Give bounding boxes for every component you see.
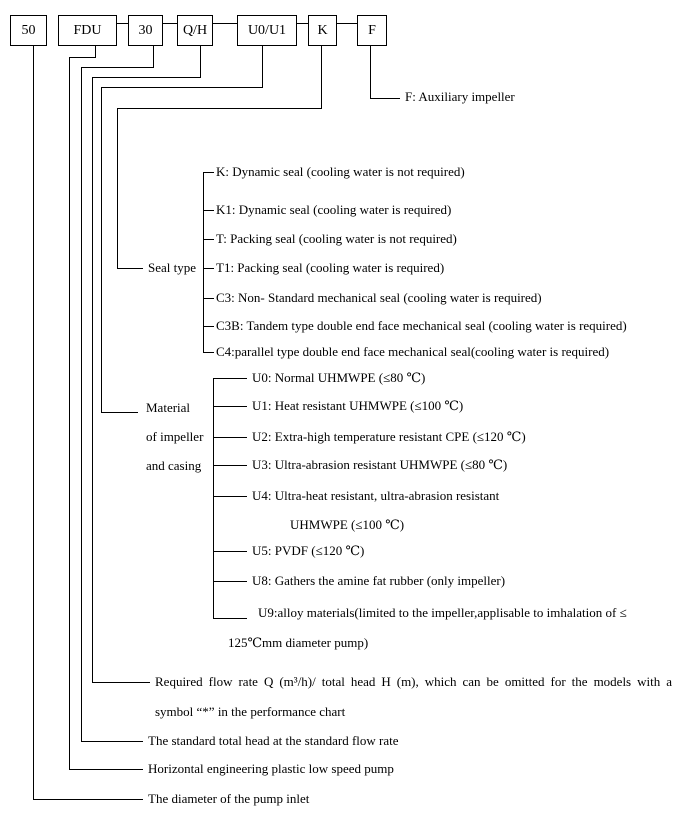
material-label-line1: Material	[146, 400, 191, 415]
material-item-u9-line2: 125℃mm diameter pump)	[228, 635, 369, 650]
seal-item-k: K: Dynamic seal (cooling water is not required)	[216, 164, 465, 179]
note-standard-head: The standard total head at the standard flow rate	[148, 733, 399, 748]
code-box-inlet-diameter: 50	[10, 15, 47, 46]
seal-bracket	[204, 173, 215, 353]
material-item-u4-line2: UHMWPE (≤100 ℃)	[290, 517, 405, 532]
material-label-line2: of impeller	[146, 429, 204, 444]
material-item-u8: U8: Gathers the amine fat rubber (only impeller)	[252, 573, 506, 588]
material-item-u3: U3: Ultra-abrasion resistant UHMWPE (≤80 ℃)	[252, 457, 508, 472]
note-inlet-diameter: The diameter of the pump inlet	[148, 791, 310, 806]
line-auxiliary-impeller	[371, 46, 401, 99]
material-item-u2: U2: Extra-high temperature resistant CPE (≤120 ℃)	[252, 429, 526, 444]
material-label-line3: and casing	[146, 458, 202, 473]
note-flow-head-line1: Required flow rate Q (m³/h)/ total head H (m), which can be omitted for the models with a	[155, 674, 672, 689]
line-inlet-diameter	[34, 46, 144, 800]
line-flow-head	[93, 46, 204, 683]
line-pump-type	[70, 46, 144, 770]
material-item-u0: U0: Normal UHMWPE (≤80 ℃)	[252, 370, 426, 385]
seal-type-label: Seal type	[148, 260, 197, 275]
seal-item-t: T: Packing seal (cooling water is not required)	[216, 231, 457, 246]
material-bracket	[214, 379, 248, 619]
note-pump-type: Horizontal engineering plastic low speed pump	[148, 761, 394, 776]
code-box-flow-head: Q/H	[177, 15, 213, 46]
material-item-u4: U4: Ultra-heat resistant, ultra-abrasion resistant	[252, 488, 500, 503]
seal-item-c3b: C3B: Tandem type double end face mechanical seal (cooling water is required)	[216, 318, 627, 333]
seal-item-k1: K1: Dynamic seal (cooling water is required)	[216, 202, 452, 217]
code-box-series: FDU	[58, 15, 117, 46]
code-box-seal: K	[308, 15, 337, 46]
seal-item-c4: C4:parallel type double end face mechanical seal(cooling water is required)	[216, 344, 610, 359]
note-flow-head-line2: symbol “*” in the performance chart	[155, 704, 346, 719]
code-box-material: U0/U1	[237, 15, 297, 46]
seal-item-t1: T1: Packing seal (cooling water is required)	[216, 260, 445, 275]
code-box-aux-impeller: F	[357, 15, 387, 46]
note-auxiliary-impeller: F: Auxiliary impeller	[405, 89, 515, 104]
material-item-u5: U5: PVDF (≤120 ℃)	[252, 543, 365, 558]
code-box-head: 30	[128, 15, 163, 46]
seal-item-c3: C3: Non- Standard mechanical seal (cooling water is required)	[216, 290, 542, 305]
material-item-u1: U1: Heat resistant UHMWPE (≤100 ℃)	[252, 398, 464, 413]
material-item-u9: U9:alloy materials(limited to the impeller,applisable to imhalation of ≤	[258, 605, 627, 620]
